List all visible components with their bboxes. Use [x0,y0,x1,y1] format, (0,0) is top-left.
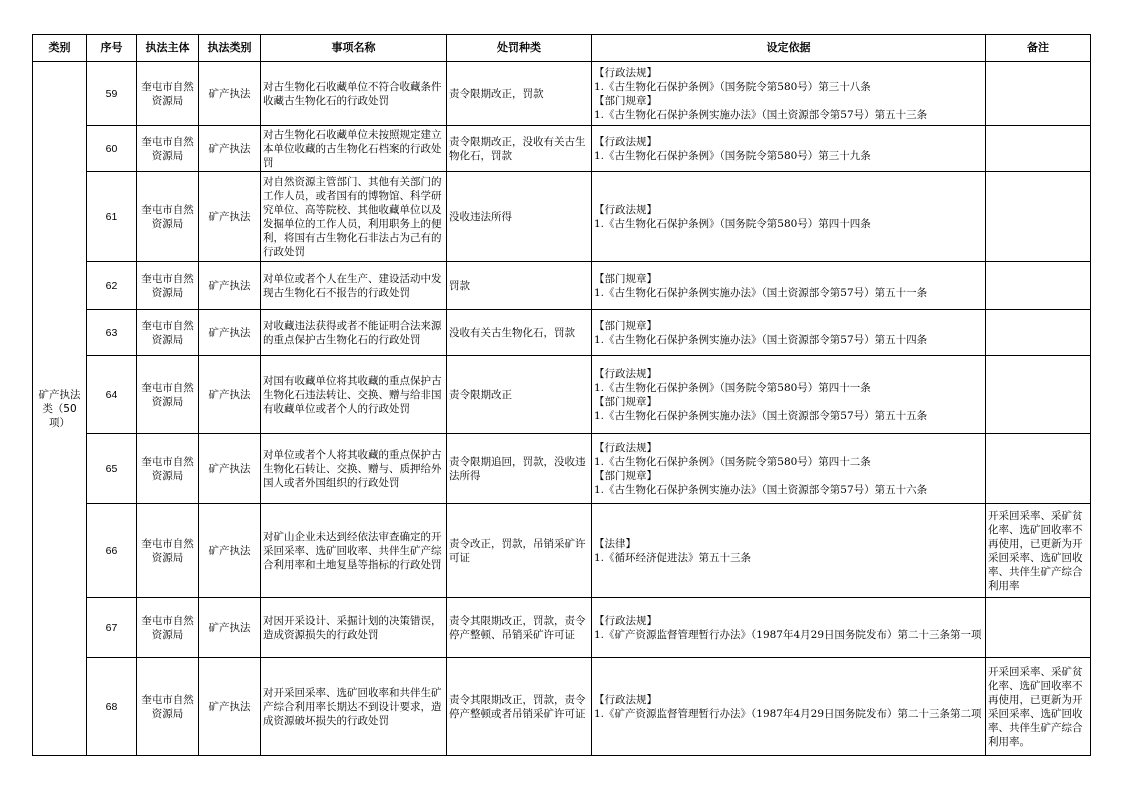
note-cell [986,310,1091,356]
basis-cell: 【部门规章】 1.《古生物化石保护条例实施办法》（国土资源部令第57号）第五十四条 [592,310,986,356]
row-number-cell: 68 [87,658,137,756]
note-cell [986,262,1091,310]
penalty-cell: 责令限期改正，没收有关古生物化石，罚款 [447,126,592,172]
basis-cell: 【行政法规】 1.《古生物化石保护条例》（国务院令第580号）第四十二条 【部门规章】 1.《古生物化石保护条例实施办法》（国土资源部令第57号）第五十六条 [592,434,986,504]
row-number-cell: 59 [87,62,137,126]
penalty-cell: 责令限期追回，罚款，没收违法所得 [447,434,592,504]
subject-cell: 奎屯市自然资源局 [137,434,199,504]
type-cell: 矿产执法 [199,658,261,756]
subject-cell: 奎屯市自然资源局 [137,262,199,310]
table-row [33,62,1091,126]
header-item: 事项名称 [261,35,447,62]
penalty-cell: 责令改正，罚款，吊销采矿许可证 [447,504,592,598]
note-cell: 开采回采率、采矿贫化率、选矿回收率不再使用，已更新为开采回采率、选矿回收率、共伴生矿产综合利用率。 [986,658,1091,756]
basis-cell: 【行政法规】 1.《古生物化石保护条例》（国务院令第580号）第四十一条 【部门规章】 1.《古生物化石保护条例实施办法》（国土资源部令第57号）第五十五条 [592,356,986,434]
basis-cell: 【行政法规】 1.《古生物化石保护条例》（国务院令第580号）第三十八条 【部门规章】 1.《古生物化石保护条例实施办法》（国土资源部令第57号）第五十三条 [592,62,986,126]
table-row [33,126,1091,172]
item-name-cell: 对古生物化石收藏单位未按照规定建立本单位收藏的古生物化石档案的行政处罚 [261,126,447,172]
enforcement-table [32,34,1091,756]
type-cell: 矿产执法 [199,62,261,126]
item-name-cell: 对国有收藏单位将其收藏的重点保护古生物化石违法转让、交换、赠与给非国有收藏单位或者个人的行政处罚 [261,356,447,434]
note-cell [986,434,1091,504]
category-cell: 矿产执法类（50项） [33,62,87,756]
basis-cell: 【行政法规】 1.《矿产资源监督管理暂行办法》（1987年4月29日国务院发布）第二十三条第一项 [592,598,986,658]
type-cell: 矿产执法 [199,356,261,434]
row-number-cell: 61 [87,172,137,262]
table-row [33,262,1091,310]
table-row [33,504,1091,598]
table-row [33,658,1091,756]
item-name-cell: 对自然资源主管部门、其他有关部门的工作人员，或者国有的博物馆、科学研究单位、高等院校、其他收藏单位以及发掘单位的工作人员，利用职务上的便利，将国有古生物化石非法占为己有的行政处罚 [261,172,447,262]
table-row [33,172,1091,262]
note-cell [986,172,1091,262]
penalty-cell: 没收有关古生物化石，罚款 [447,310,592,356]
type-cell: 矿产执法 [199,504,261,598]
basis-cell: 【行政法规】 1.《古生物化石保护条例》（国务院令第580号）第四十四条 [592,172,986,262]
subject-cell: 奎屯市自然资源局 [137,658,199,756]
row-number-cell: 65 [87,434,137,504]
table-row [33,356,1091,434]
header-penalty: 处罚种类 [447,35,592,62]
type-cell: 矿产执法 [199,126,261,172]
note-cell [986,598,1091,658]
type-cell: 矿产执法 [199,434,261,504]
header-subject: 执法主体 [137,35,199,62]
subject-cell: 奎屯市自然资源局 [137,598,199,658]
item-name-cell: 对单位或者个人将其收藏的重点保护古生物化石转让、交换、赠与、质押给外国人或者外国组织的行政处罚 [261,434,447,504]
penalty-cell: 责令限期改正，罚款 [447,62,592,126]
penalty-cell: 没收违法所得 [447,172,592,262]
note-cell [986,126,1091,172]
header-basis: 设定依据 [592,35,986,62]
header-type: 执法类别 [199,35,261,62]
row-number-cell: 60 [87,126,137,172]
row-number-cell: 62 [87,262,137,310]
subject-cell: 奎屯市自然资源局 [137,126,199,172]
item-name-cell: 对单位或者个人在生产、建设活动中发现古生物化石不报告的行政处罚 [261,262,447,310]
penalty-cell: 责令其限期改正，罚款，责令停产整顿、吊销采矿许可证 [447,598,592,658]
table-row [33,598,1091,658]
subject-cell: 奎屯市自然资源局 [137,310,199,356]
penalty-cell: 责令限期改正 [447,356,592,434]
header-number: 序号 [87,35,137,62]
basis-cell: 【部门规章】 1.《古生物化石保护条例实施办法》（国土资源部令第57号）第五十一条 [592,262,986,310]
subject-cell: 奎屯市自然资源局 [137,504,199,598]
note-cell [986,356,1091,434]
basis-cell: 【行政法规】 1.《矿产资源监督管理暂行办法》（1987年4月29日国务院发布）第二十三条第二项 [592,658,986,756]
subject-cell: 奎屯市自然资源局 [137,172,199,262]
note-cell [986,62,1091,126]
basis-cell: 【法律】 1.《循环经济促进法》第五十三条 [592,504,986,598]
header-note: 备注 [986,35,1091,62]
header-category: 类别 [33,35,87,62]
type-cell: 矿产执法 [199,310,261,356]
penalty-cell: 责令其限期改正，罚款，责令停产整顿或者吊销采矿许可证 [447,658,592,756]
table-row [33,434,1091,504]
row-number-cell: 63 [87,310,137,356]
header-row [33,35,1091,62]
item-name-cell: 对古生物化石收藏单位不符合收藏条件收藏古生物化石的行政处罚 [261,62,447,126]
note-cell: 开采回采率、采矿贫化率、选矿回收率不再使用，已更新为开采回采率、选矿回收率、共伴生矿产综合利用率 [986,504,1091,598]
item-name-cell: 对开采回采率、选矿回收率和共伴生矿产综合利用率长期达不到设计要求，造成资源破坏损失的行政处罚 [261,658,447,756]
subject-cell: 奎屯市自然资源局 [137,356,199,434]
subject-cell: 奎屯市自然资源局 [137,62,199,126]
basis-cell: 【行政法规】 1.《古生物化石保护条例》（国务院令第580号）第三十九条 [592,126,986,172]
type-cell: 矿产执法 [199,262,261,310]
penalty-cell: 罚款 [447,262,592,310]
type-cell: 矿产执法 [199,598,261,658]
row-number-cell: 67 [87,598,137,658]
item-name-cell: 对收藏违法获得或者不能证明合法来源的重点保护古生物化石的行政处罚 [261,310,447,356]
type-cell: 矿产执法 [199,172,261,262]
item-name-cell: 对因开采设计、采掘计划的决策错误，造成资源损失的行政处罚 [261,598,447,658]
table-row [33,310,1091,356]
row-number-cell: 66 [87,504,137,598]
item-name-cell: 对矿山企业未达到经依法审查确定的开采回采率、选矿回收率、共伴生矿产综合利用率和土地复垦等指标的行政处罚 [261,504,447,598]
row-number-cell: 64 [87,356,137,434]
